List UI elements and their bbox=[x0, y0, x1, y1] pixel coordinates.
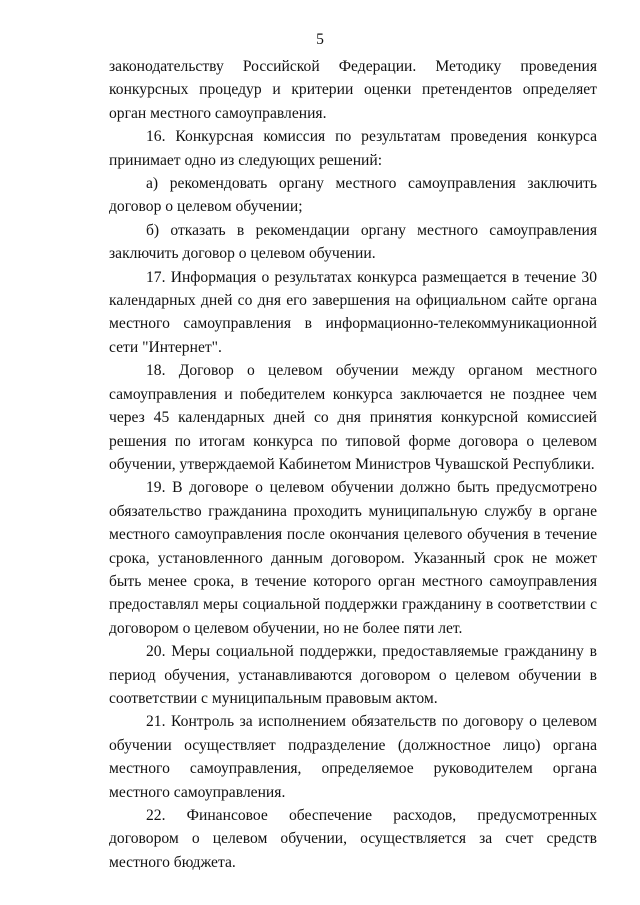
paragraph-continuation: законодательству Российской Федерации. Методику проведения конкурсных процедур и критерии оценки претендентов определяет орган местного самоуправления. bbox=[109, 58, 597, 122]
document-body bbox=[109, 55, 597, 874]
paragraph-17: 17. Информация о результатах конкурса размещается в течение 30 календарных дней со дня его завершения на официальном сайте органа местного самоуправления в информационно-телекоммуникационной сети "Интернет". bbox=[109, 268, 597, 356]
paragraph-21: 21. Контроль за исполнением обязательств по договору о целевом обучении осуществляет подразделение (должностное лицо) органа местного самоуправления, определяемое руководителем органа местного самоуправления. bbox=[109, 713, 597, 801]
paragraph-20: 20. Меры социальной поддержки, предоставляемые гражданину в период обучения, устанавливаются договором о целевом обучении в соответствии с муниципальным правовым актом. bbox=[109, 643, 597, 707]
paragraph-16a: а) рекомендовать органу местного самоуправления заключить договор о целевом обучении; bbox=[109, 175, 597, 216]
paragraph-16b: б) отказать в рекомендации органу местного самоуправления заключить договор о целевом обучении. bbox=[109, 221, 597, 263]
paragraph-22: 22. Финансовое обеспечение расходов, предусмотренных договором о целевом обучении, осуществляется за счет средств местного бюджета. bbox=[109, 807, 597, 871]
page-number: 5 bbox=[316, 31, 324, 48]
paragraph-19: 19. В договоре о целевом обучении должно быть предусмотрено обязательство гражданина проходить муниципальную службу в органе местного самоуправления после окончания целевого обучения в течение срока, установленного данным договором. Указанный срок не может быть менее срока, в течение которого орган местного самоуправления предоставлял меры социальной поддержки гражданину в соответствии с договором о целевом обучении, но не более пяти лет. bbox=[109, 479, 597, 637]
paragraph-16: 16. Конкурсная комиссия по результатам проведения конкурса принимает одно из следующих решений: bbox=[109, 128, 597, 169]
paragraph-18: 18. Договор о целевом обучении между органом местного самоуправления и победителем конкурса заключается не позднее чем через 45 календарных дней со дня принятия конкурсной комиссией решения по итогам конкурса по типовой форме договора о целевом обучении, утверждаемой Кабинетом Министров Чувашской Республики. bbox=[109, 362, 597, 473]
